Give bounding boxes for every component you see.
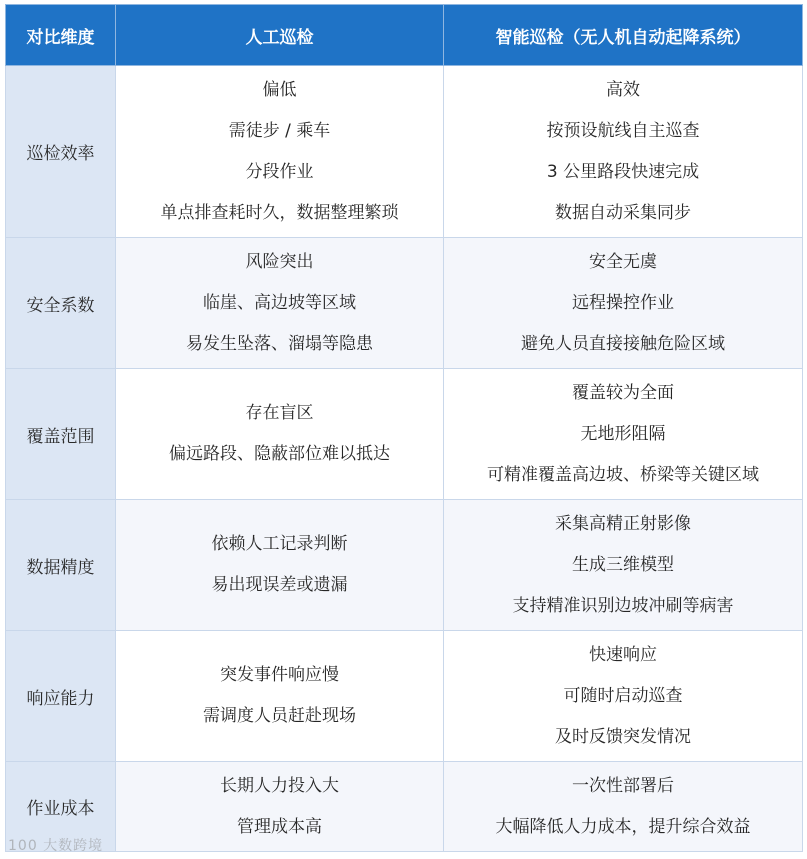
- table-row: [6, 238, 803, 369]
- manual-line: 长期人力投入大: [220, 775, 339, 796]
- manual-cell: [116, 631, 444, 762]
- table-row: [6, 631, 803, 762]
- smart-line: 快速响应: [589, 644, 657, 665]
- dimension-cell: 覆盖范围: [6, 369, 116, 500]
- smart-cell: [444, 369, 803, 500]
- header-manual: 人工巡检: [116, 5, 444, 66]
- dimension-cell: 数据精度: [6, 500, 116, 631]
- smart-line: 避免人员直接接触危险区域: [521, 333, 725, 354]
- dimension-cell: 巡检效率: [6, 66, 116, 238]
- manual-cell: [116, 500, 444, 631]
- smart-line: 可精准覆盖高边坡、桥梁等关键区域: [487, 464, 759, 485]
- manual-cell: [116, 238, 444, 369]
- smart-line: 无地形阻隔: [580, 423, 666, 444]
- smart-line: 远程操控作业: [572, 292, 674, 313]
- manual-line: 需徒步 / 乘车: [228, 120, 331, 141]
- manual-cell: [116, 66, 444, 238]
- smart-line: 按预设航线自主巡查: [546, 120, 700, 141]
- comparison-table: [5, 4, 803, 852]
- manual-line: 风险突出: [245, 251, 314, 272]
- smart-cell: [444, 631, 803, 762]
- smart-line: 高效: [606, 79, 640, 100]
- manual-line: 突发事件响应慢: [220, 665, 339, 685]
- manual-line: 单点排查耗时久，数据整理繁琐: [160, 202, 399, 223]
- smart-cell: [444, 238, 803, 369]
- manual-line: 需调度人员赶赴现场: [203, 706, 356, 726]
- manual-cell: [116, 762, 444, 852]
- dimension-cell: 安全系数: [6, 238, 116, 369]
- smart-line: 安全无虞: [589, 251, 657, 272]
- smart-line: 可随时启动巡查: [563, 685, 683, 706]
- smart-line: 采集高精正射影像: [555, 513, 691, 534]
- smart-line: 3 公里路段快速完成: [546, 161, 700, 182]
- manual-line: 偏低: [262, 79, 297, 100]
- smart-line: 一次性部署后: [572, 775, 674, 796]
- watermark-logo: 100 大数跨境: [8, 838, 104, 854]
- smart-line: 大幅降低人力成本，提升综合效益: [495, 816, 751, 837]
- smart-line: 及时反馈突发情况: [555, 726, 691, 747]
- manual-line: 依赖人工记录判断: [211, 534, 348, 554]
- manual-line: 偏远路段、隐蔽部位难以抵达: [169, 444, 390, 464]
- manual-line: 存在盲区: [245, 403, 314, 423]
- smart-line: 支持精准识别边坡冲刷等病害: [512, 595, 734, 616]
- dimension-cell: 作业成本: [6, 762, 116, 852]
- smart-line: 覆盖较为全面: [572, 382, 674, 403]
- table-row: [6, 500, 803, 631]
- table-row: [6, 369, 803, 500]
- manual-line: 易发生坠落、溜塌等隐患: [186, 333, 373, 354]
- smart-line: 生成三维模型: [572, 554, 674, 575]
- manual-line: 临崖、高边坡等区域: [203, 292, 356, 313]
- smart-cell: [444, 66, 803, 238]
- dimension-cell: 响应能力: [6, 631, 116, 762]
- table-row: [6, 762, 803, 852]
- manual-line: 管理成本高: [237, 816, 322, 837]
- header-row: [6, 5, 803, 66]
- smart-cell: [444, 762, 803, 852]
- table-row: [6, 66, 803, 238]
- manual-line: 分段作业: [245, 161, 314, 182]
- smart-line: 数据自动采集同步: [555, 202, 691, 223]
- header-smart: 智能巡检（无人机自动起降系统）: [444, 5, 803, 66]
- manual-line: 易出现误差或遗漏: [211, 575, 348, 595]
- header-dimension: 对比维度: [6, 5, 116, 66]
- manual-cell: [116, 369, 444, 500]
- table-body: [6, 66, 803, 852]
- smart-cell: [444, 500, 803, 631]
